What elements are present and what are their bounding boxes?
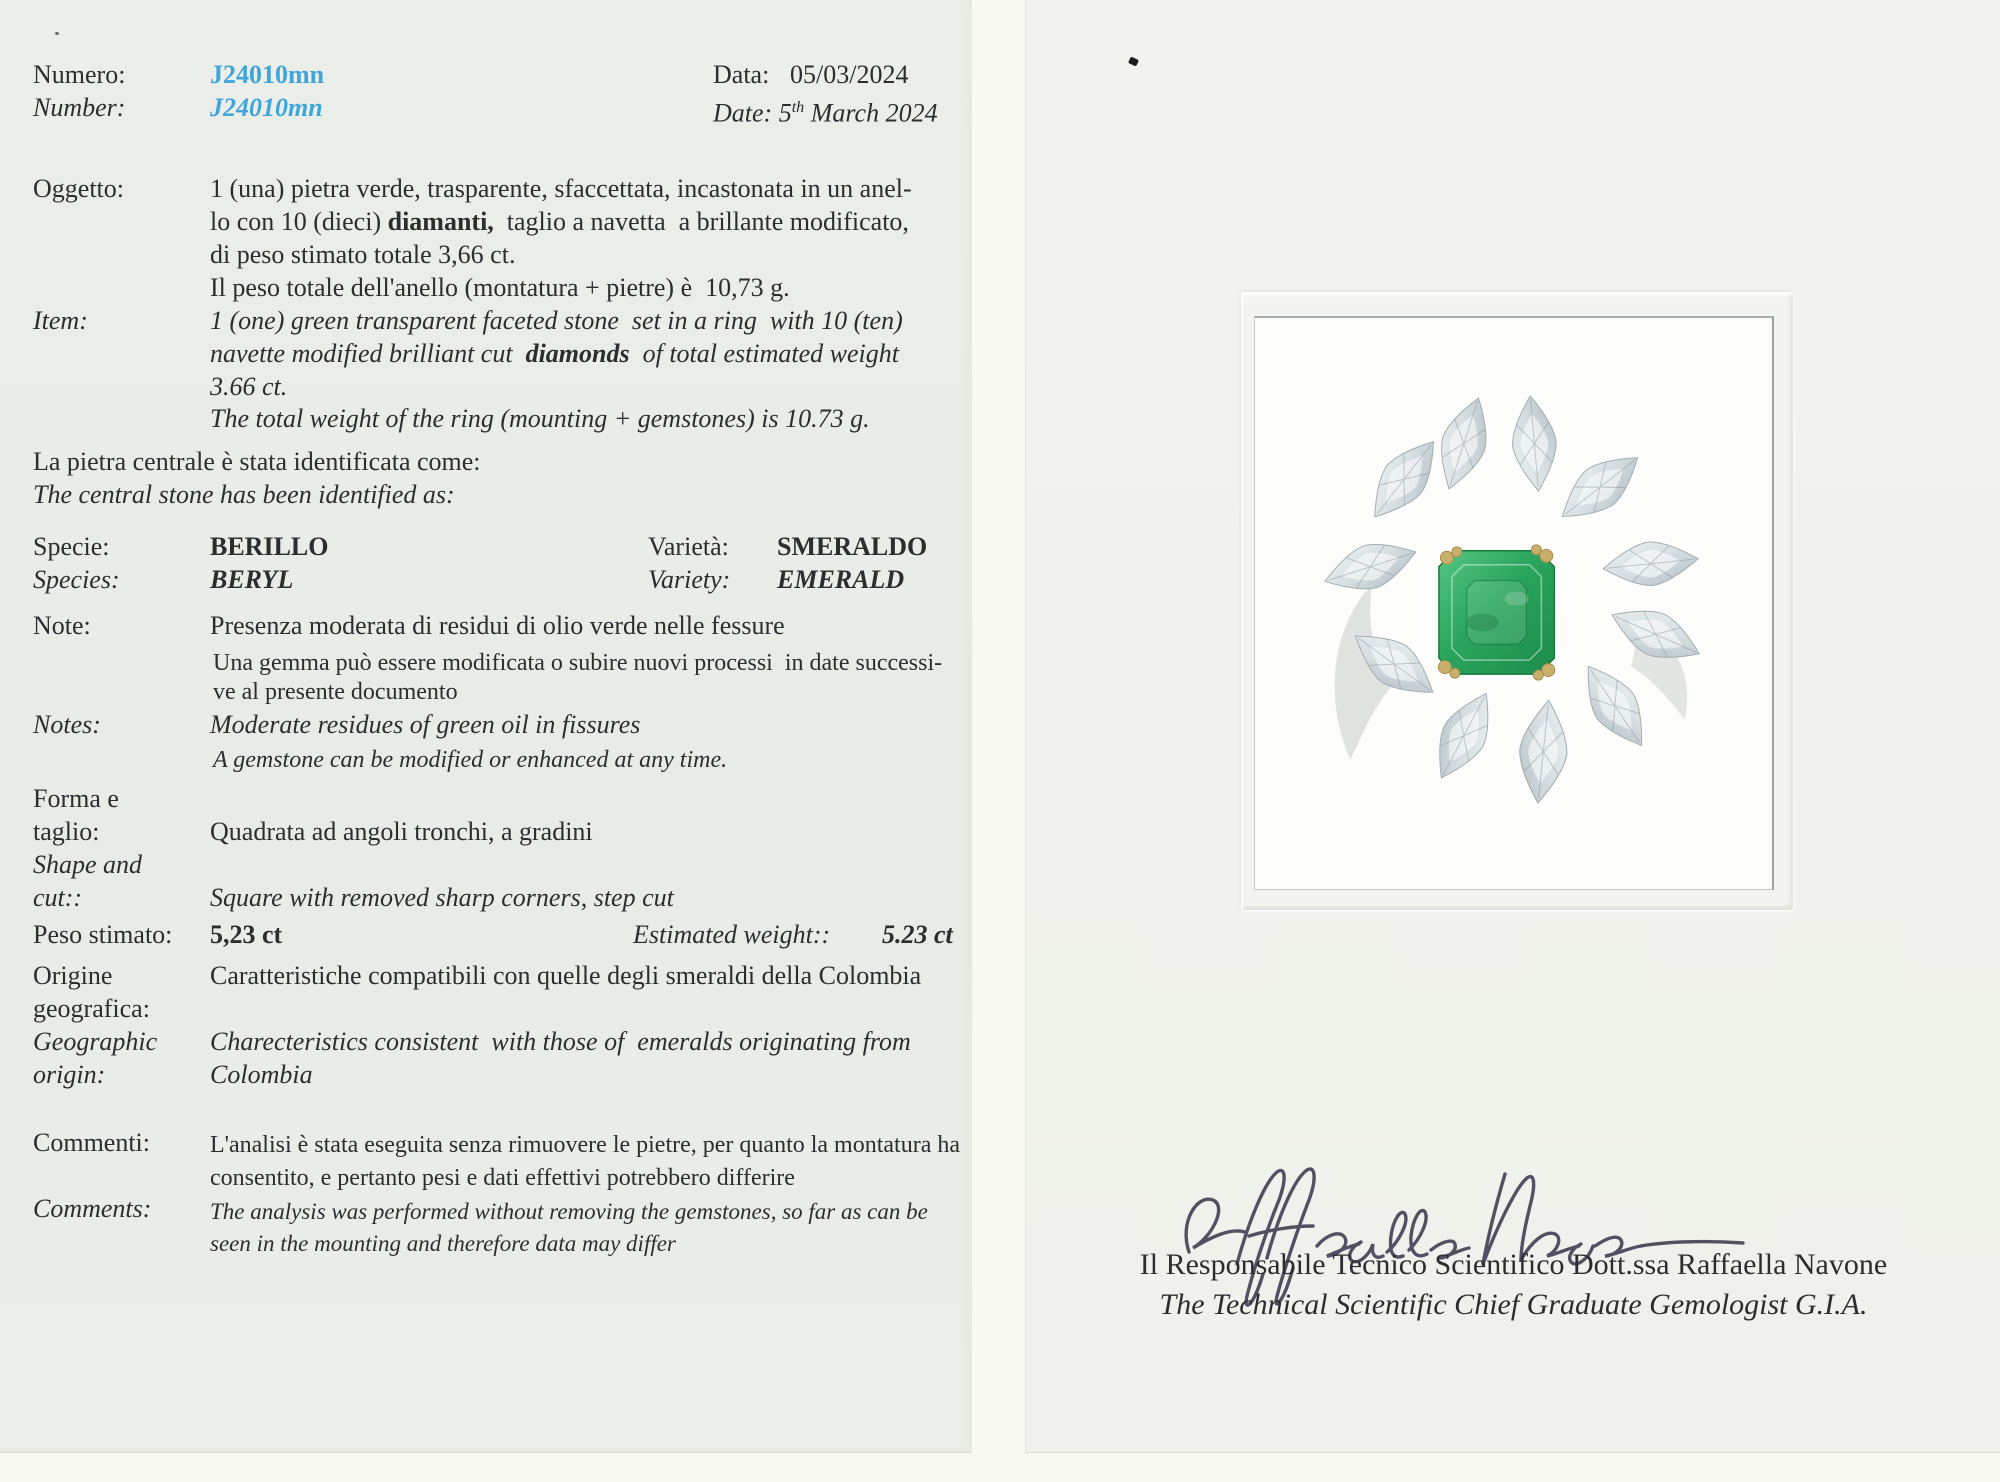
weight-label-it: Peso stimato: (33, 920, 173, 949)
variety-label-en: Variety: (648, 565, 731, 594)
weight-value-it: 5,23 ct (210, 920, 283, 949)
paper-speck-small (55, 32, 59, 35)
date-day: 5 (778, 98, 792, 128)
item-line-2 (210, 339, 899, 369)
note-sub-en: A gemstone can be modified or enhanced at any time. (213, 747, 728, 773)
comments-it-1: L'analisi è stata eseguita senza rimuovere le pietre, per quanto la montatura ha (210, 1132, 961, 1158)
variety-label-it: Varietà: (648, 532, 729, 561)
date-label: Date: (713, 98, 773, 128)
oggetto-line-3: di peso stimato totale 3,66 ct. (210, 240, 516, 269)
origin-value-en-1: Charecteristics consistent with those of emeralds originating from (210, 1027, 911, 1056)
signature-title-it: Il Responsabile Tecnico Scientifico Dott.ssa Raffaella Navone (1139, 1248, 1888, 1281)
origin-label-it-2: geografica: (33, 994, 150, 1023)
weight-value-en: 5.23 ct (882, 920, 953, 949)
certificate-right-page (1025, 0, 2000, 1453)
origin-label-it-1: Origine (33, 961, 113, 990)
comments-en-2: seen in the mounting and therefore data may differ (210, 1231, 676, 1256)
date-rest: March 2024 (804, 98, 938, 128)
oggetto-line-2a: lo con 10 (dieci) (210, 207, 388, 236)
oggetto-line-2 (210, 207, 909, 237)
species-label-en: Species: (33, 565, 120, 594)
comments-label-en: Comments: (33, 1194, 152, 1223)
shape-label-en-1: Shape and (33, 850, 143, 879)
shape-label-it-1: Forma e (33, 784, 119, 813)
number-label: Number: (33, 93, 126, 122)
note-label-en: Notes: (33, 710, 101, 739)
certificate-left-page (0, 0, 972, 1453)
note-sub2-it: ve al presente documento (213, 679, 458, 705)
weight-label-en: Estimated weight:: (633, 920, 831, 949)
shape-value-en: Square with removed sharp corners, step cut (210, 883, 674, 912)
numero-label: Numero: (33, 60, 126, 89)
comments-label-it: Commenti: (33, 1128, 150, 1157)
item-line-2c: of total estimated weight (629, 339, 899, 368)
oggetto-line-4: Il peso totale dell'anello (montatura + pietre) è 10,73 g. (210, 273, 790, 302)
emerald-diamond-ring-illustration (1255, 318, 1772, 889)
oggetto-line-2c: taglio a navetta a brillante modificato, (493, 207, 909, 236)
origin-value-it: Caratteristiche compatibili con quelle degli smeraldi della Colombia (210, 961, 922, 990)
item-line-1: 1 (one) green transparent faceted stone set in a ring with 10 (ten) (210, 306, 903, 335)
item-line-4: The total weight of the ring (mounting + gemstones) is 10.73 g. (210, 404, 870, 433)
numero-value: J24010mn (210, 60, 325, 89)
identified-en: The central stone has been identified as: (33, 480, 455, 509)
number-value: J24010mn (210, 93, 323, 122)
paper-speck (1128, 56, 1139, 66)
oggetto-line-1: 1 (una) pietra verde, trasparente, sfaccettata, incastonata in un anel- (210, 174, 912, 203)
item-label: Item: (33, 306, 88, 335)
oggetto-label: Oggetto: (33, 174, 124, 203)
identified-it: La pietra centrale è stata identificata come: (33, 447, 481, 476)
shape-label-it-2: taglio: (33, 817, 100, 846)
origin-label-en-2: origin: (33, 1060, 106, 1089)
species-label-it: Specie: (33, 532, 110, 561)
comments-it-2: consentito, e pertanto pesi e dati effettivi potrebbero differire (210, 1165, 795, 1191)
item-line-2a: navette modified brilliant cut (210, 339, 526, 368)
note-main-en: Moderate residues of green oil in fissures (210, 710, 641, 739)
ring-photo-frame (1241, 292, 1793, 910)
species-value-it: BERILLO (210, 532, 329, 561)
emerald-center-stone (1438, 545, 1554, 680)
variety-value-en: EMERALD (777, 565, 905, 594)
species-value-en: BERYL (210, 565, 294, 594)
date-ordinal: th (791, 99, 805, 116)
data-label: Data: (713, 60, 770, 89)
note-main-it: Presenza moderata di residui di olio verde nelle fessure (210, 611, 785, 640)
origin-label-en-1: Geographic (33, 1027, 158, 1056)
date-line (713, 93, 938, 129)
shape-label-en-2: cut:: (33, 883, 83, 912)
comments-en-1: The analysis was performed without removing the gemstones, so far as can be (210, 1199, 928, 1224)
data-value: 05/03/2024 (790, 60, 909, 89)
ring-photo (1254, 316, 1774, 890)
note-sub1-it: Una gemma può essere modificata o subire nuovi processi in date successi- (213, 650, 943, 676)
signature-title-en: The Technical Scientific Chief Graduate Gemologist G.I.A. (1159, 1288, 1868, 1321)
oggetto-line-2b: diamanti, (387, 207, 494, 236)
item-line-2b: diamonds (525, 339, 630, 368)
note-label-it: Note: (33, 611, 91, 640)
variety-value-it: SMERALDO (777, 532, 928, 561)
origin-value-en-2: Colombia (210, 1060, 313, 1089)
item-line-3: 3.66 ct. (210, 372, 288, 401)
shape-value-it: Quadrata ad angoli tronchi, a gradini (210, 817, 593, 846)
